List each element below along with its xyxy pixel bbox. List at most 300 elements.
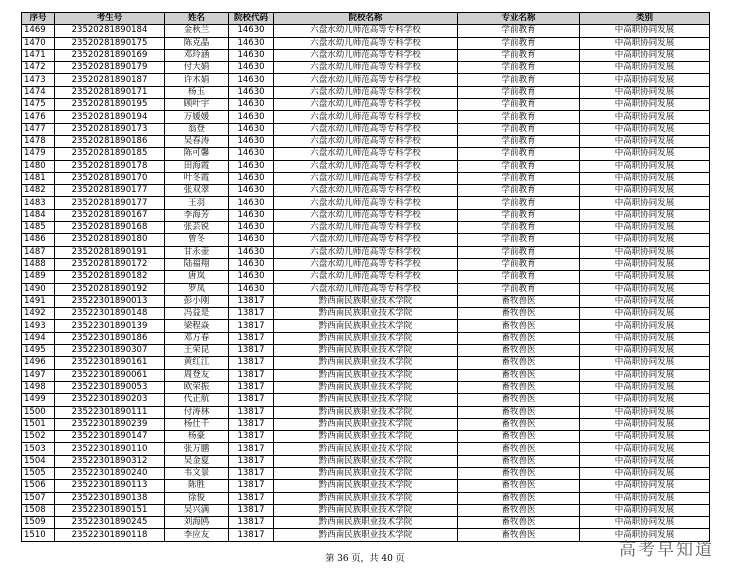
cell-school-name: 六盘水幼儿师范高等专科学校: [274, 160, 458, 172]
cell-school-name: 六盘水幼儿师范高等专科学校: [274, 258, 458, 270]
cell-name: 陈胜: [165, 480, 229, 492]
cell-seq: 1498: [22, 381, 55, 393]
table-body: [22, 25, 710, 541]
cell-exam-id: 23520281890169: [55, 49, 165, 61]
cell-name: 甘永壶: [165, 246, 229, 258]
cell-category: 中高职协同发展: [580, 517, 710, 529]
cell-name: 杨豪: [165, 431, 229, 443]
header-exam-id: 考生号: [55, 13, 165, 25]
table-row: [22, 455, 710, 467]
cell-category: 中高职协同发展: [580, 160, 710, 172]
table-row: [22, 197, 710, 209]
table-row: [22, 480, 710, 492]
cell-name: 罗凤: [165, 283, 229, 295]
cell-school-name: 黔西南民族职业技术学院: [274, 332, 458, 344]
cell-major: 学前教育: [458, 197, 580, 209]
cell-school-name: 六盘水幼儿师范高等专科学校: [274, 37, 458, 49]
table-row: [22, 406, 710, 418]
cell-exam-id: 23520281890180: [55, 234, 165, 246]
cell-category: 中高职协同发展: [580, 123, 710, 135]
cell-major: 学前教育: [458, 258, 580, 270]
cell-name: 杨玉: [165, 86, 229, 98]
cell-name: 彭小刚: [165, 295, 229, 307]
cell-school-name: 六盘水幼儿师范高等专科学校: [274, 99, 458, 111]
cell-exam-id: 23520281890171: [55, 86, 165, 98]
cell-school-name: 六盘水幼儿师范高等专科学校: [274, 74, 458, 86]
cell-seq: 1472: [22, 62, 55, 74]
cell-name: 黄红江: [165, 357, 229, 369]
cell-exam-id: 23522301890139: [55, 320, 165, 332]
cell-exam-id: 23520281890172: [55, 258, 165, 270]
cell-name: 田海霞: [165, 160, 229, 172]
header-school-code: 院校代码: [229, 13, 274, 25]
cell-exam-id: 23522301890203: [55, 394, 165, 406]
cell-name: 唐岚: [165, 271, 229, 283]
cell-school-code: 13817: [229, 345, 274, 357]
cell-school-code: 14630: [229, 160, 274, 172]
cell-name: 翁登: [165, 123, 229, 135]
cell-school-code: 14630: [229, 49, 274, 61]
cell-name: 万媛媛: [165, 111, 229, 123]
cell-exam-id: 23520281890191: [55, 246, 165, 258]
cell-school-code: 13817: [229, 332, 274, 344]
cell-major: 畜牧兽医: [458, 369, 580, 381]
table-row: [22, 517, 710, 529]
cell-seq: 1474: [22, 86, 55, 98]
cell-school-code: 14630: [229, 99, 274, 111]
cell-major: 畜牧兽医: [458, 480, 580, 492]
table-row: [22, 271, 710, 283]
table-row: [22, 308, 710, 320]
cell-major: 畜牧兽医: [458, 517, 580, 529]
table-row: [22, 74, 710, 86]
cell-category: 中高职协同发展: [580, 320, 710, 332]
cell-school-code: 14630: [229, 197, 274, 209]
cell-school-name: 六盘水幼儿师范高等专科学校: [274, 271, 458, 283]
cell-school-code: 13817: [229, 381, 274, 393]
cell-school-code: 14630: [229, 185, 274, 197]
cell-category: 中高职协同发展: [580, 148, 710, 160]
cell-category: 中高职协同发展: [580, 197, 710, 209]
cell-exam-id: 23522301890161: [55, 357, 165, 369]
cell-seq: 1503: [22, 443, 55, 455]
cell-school-name: 黔西南民族职业技术学院: [274, 357, 458, 369]
cell-major: 学前教育: [458, 148, 580, 160]
cell-name: 许木娟: [165, 74, 229, 86]
cell-seq: 1470: [22, 37, 55, 49]
cell-seq: 1488: [22, 258, 55, 270]
cell-school-code: 13817: [229, 320, 274, 332]
cell-school-code: 13817: [229, 431, 274, 443]
cell-school-code: 13817: [229, 418, 274, 430]
cell-school-code: 14630: [229, 271, 274, 283]
cell-category: 中高职协同发展: [580, 135, 710, 147]
cell-seq: 1491: [22, 295, 55, 307]
cell-name: 张双翠: [165, 185, 229, 197]
cell-school-name: 六盘水幼儿师范高等专科学校: [274, 185, 458, 197]
cell-major: 学前教育: [458, 246, 580, 258]
table-row: [22, 148, 710, 160]
cell-school-name: 六盘水幼儿师范高等专科学校: [274, 49, 458, 61]
cell-major: 畜牧兽医: [458, 406, 580, 418]
cell-school-name: 六盘水幼儿师范高等专科学校: [274, 148, 458, 160]
cell-name: 徐俊: [165, 492, 229, 504]
cell-name: 吴春涛: [165, 135, 229, 147]
cell-seq: 1496: [22, 357, 55, 369]
cell-exam-id: 23520281890184: [55, 25, 165, 37]
table-row: [22, 160, 710, 172]
cell-major: 学前教育: [458, 49, 580, 61]
cell-category: 中高职协同发展: [580, 504, 710, 516]
cell-category: 中高职协同发展: [580, 406, 710, 418]
cell-school-name: 黔西南民族职业技术学院: [274, 418, 458, 430]
cell-seq: 1469: [22, 25, 55, 37]
cell-category: 中高职协同发展: [580, 246, 710, 258]
table-row: [22, 504, 710, 516]
cell-school-name: 六盘水幼儿师范高等专科学校: [274, 283, 458, 295]
cell-major: 畜牧兽医: [458, 431, 580, 443]
cell-seq: 1471: [22, 49, 55, 61]
cell-name: 吴金夏: [165, 455, 229, 467]
table-row: [22, 49, 710, 61]
cell-category: 中高职协同发展: [580, 345, 710, 357]
cell-seq: 1505: [22, 467, 55, 479]
cell-major: 畜牧兽医: [458, 332, 580, 344]
cell-seq: 1493: [22, 320, 55, 332]
cell-school-name: 黔西南民族职业技术学院: [274, 308, 458, 320]
table-row: [22, 529, 710, 541]
cell-exam-id: 23520281890194: [55, 111, 165, 123]
table-row: [22, 209, 710, 221]
cell-major: 学前教育: [458, 172, 580, 184]
cell-exam-id: 23522301890151: [55, 504, 165, 516]
cell-exam-id: 23520281890167: [55, 209, 165, 221]
cell-school-name: 六盘水幼儿师范高等专科学校: [274, 222, 458, 234]
cell-school-name: 黔西南民族职业技术学院: [274, 492, 458, 504]
cell-major: 畜牧兽医: [458, 381, 580, 393]
cell-name: 金秋兰: [165, 25, 229, 37]
table-row: [22, 37, 710, 49]
cell-exam-id: 23522301890118: [55, 529, 165, 541]
cell-school-code: 14630: [229, 37, 274, 49]
cell-exam-id: 23520281890175: [55, 37, 165, 49]
cell-major: 畜牧兽医: [458, 443, 580, 455]
cell-exam-id: 23520281890185: [55, 148, 165, 160]
cell-school-code: 14630: [229, 111, 274, 123]
cell-exam-id: 23522301890239: [55, 418, 165, 430]
header-row: [22, 13, 710, 25]
cell-seq: 1475: [22, 99, 55, 111]
cell-exam-id: 23520281890173: [55, 123, 165, 135]
cell-school-code: 13817: [229, 467, 274, 479]
cell-name: 陆福翔: [165, 258, 229, 270]
cell-school-name: 黔西南民族职业技术学院: [274, 394, 458, 406]
cell-school-name: 黔西南民族职业技术学院: [274, 406, 458, 418]
table-row: [22, 123, 710, 135]
cell-category: 中高职协同发展: [580, 86, 710, 98]
cell-school-code: 14630: [229, 25, 274, 37]
cell-seq: 1499: [22, 394, 55, 406]
cell-category: 中高职协同发展: [580, 271, 710, 283]
cell-seq: 1481: [22, 172, 55, 184]
cell-major: 畜牧兽医: [458, 295, 580, 307]
cell-category: 中高职协同发展: [580, 357, 710, 369]
cell-exam-id: 23520281890178: [55, 160, 165, 172]
cell-school-code: 13817: [229, 480, 274, 492]
cell-category: 中高职协同发展: [580, 529, 710, 541]
cell-name: 冯益是: [165, 308, 229, 320]
table-row: [22, 185, 710, 197]
table-row: [22, 172, 710, 184]
cell-school-name: 六盘水幼儿师范高等专科学校: [274, 86, 458, 98]
cell-name: 代正航: [165, 394, 229, 406]
header-school-name: 院校名称: [274, 13, 458, 25]
cell-category: 中高职协同发展: [580, 308, 710, 320]
table-row: [22, 246, 710, 258]
cell-school-name: 黔西南民族职业技术学院: [274, 504, 458, 516]
cell-category: 中高职协同发展: [580, 381, 710, 393]
cell-major: 畜牧兽医: [458, 308, 580, 320]
cell-name: 邓万春: [165, 332, 229, 344]
table-row: [22, 357, 710, 369]
cell-major: 学前教育: [458, 99, 580, 111]
cell-category: 中高职协同发展: [580, 332, 710, 344]
cell-seq: 1490: [22, 283, 55, 295]
cell-school-code: 13817: [229, 295, 274, 307]
cell-name: 付大娟: [165, 62, 229, 74]
cell-exam-id: 23520281890168: [55, 222, 165, 234]
cell-seq: 1489: [22, 271, 55, 283]
cell-school-name: 黔西南民族职业技术学院: [274, 369, 458, 381]
cell-seq: 1484: [22, 209, 55, 221]
cell-seq: 1495: [22, 345, 55, 357]
cell-major: 学前教育: [458, 25, 580, 37]
cell-school-code: 14630: [229, 234, 274, 246]
cell-category: 中高职协同发展: [580, 467, 710, 479]
cell-school-name: 六盘水幼儿师范高等专科学校: [274, 135, 458, 147]
table-row: [22, 111, 710, 123]
cell-major: 畜牧兽医: [458, 504, 580, 516]
cell-seq: 1507: [22, 492, 55, 504]
cell-category: 中高职协同发展: [580, 394, 710, 406]
admission-table: [21, 12, 710, 542]
cell-category: 中高职协同发展: [580, 418, 710, 430]
cell-major: 学前教育: [458, 37, 580, 49]
table-row: [22, 394, 710, 406]
cell-school-code: 14630: [229, 123, 274, 135]
cell-category: 中高职协同发展: [580, 431, 710, 443]
cell-exam-id: 23522301890061: [55, 369, 165, 381]
table-row: [22, 345, 710, 357]
cell-exam-id: 23522301890245: [55, 517, 165, 529]
cell-major: 畜牧兽医: [458, 345, 580, 357]
cell-major: 学前教育: [458, 209, 580, 221]
cell-exam-id: 23522301890186: [55, 332, 165, 344]
cell-category: 中高职协同发展: [580, 258, 710, 270]
cell-school-code: 13817: [229, 357, 274, 369]
cell-category: 中高职协同发展: [580, 209, 710, 221]
table-row: [22, 25, 710, 37]
cell-school-name: 六盘水幼儿师范高等专科学校: [274, 209, 458, 221]
cell-school-code: 14630: [229, 86, 274, 98]
cell-name: 顾叶宇: [165, 99, 229, 111]
cell-school-code: 14630: [229, 222, 274, 234]
cell-school-name: 黔西南民族职业技术学院: [274, 517, 458, 529]
cell-major: 学前教育: [458, 86, 580, 98]
cell-category: 中高职协同发展: [580, 37, 710, 49]
cell-exam-id: 23522301890110: [55, 443, 165, 455]
cell-seq: 1492: [22, 308, 55, 320]
cell-seq: 1480: [22, 160, 55, 172]
cell-school-code: 13817: [229, 504, 274, 516]
cell-name: 张芸锐: [165, 222, 229, 234]
table-row: [22, 99, 710, 111]
cell-seq: 1504: [22, 455, 55, 467]
cell-school-name: 黔西南民族职业技术学院: [274, 345, 458, 357]
cell-school-code: 13817: [229, 492, 274, 504]
cell-school-code: 13817: [229, 406, 274, 418]
cell-school-code: 14630: [229, 172, 274, 184]
table-row: [22, 431, 710, 443]
table-row: [22, 258, 710, 270]
cell-category: 中高职协同发展: [580, 492, 710, 504]
cell-exam-id: 23520281890182: [55, 271, 165, 283]
cell-name: 邓玲涵: [165, 49, 229, 61]
cell-school-code: 14630: [229, 62, 274, 74]
cell-category: 中高职协同发展: [580, 74, 710, 86]
cell-school-code: 14630: [229, 74, 274, 86]
cell-seq: 1485: [22, 222, 55, 234]
cell-seq: 1510: [22, 529, 55, 541]
cell-name: 叶冬霞: [165, 172, 229, 184]
cell-category: 中高职协同发展: [580, 369, 710, 381]
cell-major: 畜牧兽医: [458, 492, 580, 504]
cell-seq: 1500: [22, 406, 55, 418]
cell-school-code: 13817: [229, 443, 274, 455]
table-row: [22, 381, 710, 393]
cell-exam-id: 23522301890147: [55, 431, 165, 443]
cell-name: 李应友: [165, 529, 229, 541]
cell-name: 周登友: [165, 369, 229, 381]
cell-major: 畜牧兽医: [458, 529, 580, 541]
cell-exam-id: 23520281890177: [55, 197, 165, 209]
cell-school-code: 14630: [229, 209, 274, 221]
cell-major: 畜牧兽医: [458, 418, 580, 430]
cell-major: 学前教育: [458, 135, 580, 147]
cell-exam-id: 23522301890148: [55, 308, 165, 320]
cell-school-code: 13817: [229, 529, 274, 541]
cell-major: 学前教育: [458, 160, 580, 172]
cell-name: 王荣昆: [165, 345, 229, 357]
cell-category: 中高职协同发展: [580, 62, 710, 74]
cell-school-name: 六盘水幼儿师范高等专科学校: [274, 246, 458, 258]
cell-major: 学前教育: [458, 185, 580, 197]
cell-school-name: 黔西南民族职业技术学院: [274, 467, 458, 479]
cell-name: 付涛林: [165, 406, 229, 418]
cell-category: 中高职协同发展: [580, 283, 710, 295]
cell-category: 中高职协同发展: [580, 99, 710, 111]
cell-major: 畜牧兽医: [458, 357, 580, 369]
cell-school-name: 六盘水幼儿师范高等专科学校: [274, 62, 458, 74]
cell-exam-id: 23522301890111: [55, 406, 165, 418]
cell-school-name: 黔西南民族职业技术学院: [274, 381, 458, 393]
cell-exam-id: 23522301890053: [55, 381, 165, 393]
cell-seq: 1478: [22, 135, 55, 147]
cell-exam-id: 23522301890307: [55, 345, 165, 357]
cell-school-name: 六盘水幼儿师范高等专科学校: [274, 111, 458, 123]
cell-school-name: 六盘水幼儿师范高等专科学校: [274, 172, 458, 184]
cell-seq: 1509: [22, 517, 55, 529]
cell-school-code: 14630: [229, 135, 274, 147]
header-category: 类别: [580, 13, 710, 25]
cell-name: 陈克晶: [165, 37, 229, 49]
cell-exam-id: 23520281890170: [55, 172, 165, 184]
cell-category: 中高职协同发展: [580, 234, 710, 246]
cell-exam-id: 23520281890177: [55, 185, 165, 197]
admission-list-sheet: [21, 12, 710, 542]
cell-name: 吴兴满: [165, 504, 229, 516]
cell-major: 畜牧兽医: [458, 394, 580, 406]
cell-school-name: 六盘水幼儿师范高等专科学校: [274, 234, 458, 246]
cell-school-name: 黔西南民族职业技术学院: [274, 320, 458, 332]
cell-major: 学前教育: [458, 62, 580, 74]
header-major: 专业名称: [458, 13, 580, 25]
cell-school-name: 六盘水幼儿师范高等专科学校: [274, 197, 458, 209]
cell-school-name: 黔西南民族职业技术学院: [274, 455, 458, 467]
cell-seq: 1486: [22, 234, 55, 246]
table-row: [22, 62, 710, 74]
cell-school-code: 14630: [229, 258, 274, 270]
cell-name: 李海芳: [165, 209, 229, 221]
cell-name: 梁程焱: [165, 320, 229, 332]
cell-major: 学前教育: [458, 222, 580, 234]
cell-seq: 1482: [22, 185, 55, 197]
table-row: [22, 332, 710, 344]
cell-name: 曾冬: [165, 234, 229, 246]
table-row: [22, 467, 710, 479]
cell-category: 中高职协同发展: [580, 185, 710, 197]
cell-seq: 1479: [22, 148, 55, 160]
cell-category: 中高职协同发展: [580, 25, 710, 37]
cell-exam-id: 23520281890192: [55, 283, 165, 295]
table-row: [22, 320, 710, 332]
cell-exam-id: 23522301890013: [55, 295, 165, 307]
cell-category: 中高职协同发展: [580, 455, 710, 467]
watermark-logo: 高考早知道: [619, 540, 714, 560]
table-row: [22, 283, 710, 295]
table-row: [22, 418, 710, 430]
cell-school-name: 六盘水幼儿师范高等专科学校: [274, 123, 458, 135]
cell-exam-id: 23522301890138: [55, 492, 165, 504]
cell-exam-id: 23520281890179: [55, 62, 165, 74]
cell-school-code: 14630: [229, 283, 274, 295]
table-row: [22, 135, 710, 147]
cell-school-name: 黔西南民族职业技术学院: [274, 480, 458, 492]
cell-school-code: 13817: [229, 308, 274, 320]
header-seq: 序号: [22, 13, 55, 25]
header-name: 姓名: [165, 13, 229, 25]
cell-major: 畜牧兽医: [458, 320, 580, 332]
cell-seq: 1502: [22, 431, 55, 443]
cell-major: 学前教育: [458, 111, 580, 123]
table-row: [22, 234, 710, 246]
cell-name: 欧荣振: [165, 381, 229, 393]
cell-seq: 1477: [22, 123, 55, 135]
cell-school-code: 13817: [229, 517, 274, 529]
cell-major: 学前教育: [458, 234, 580, 246]
cell-seq: 1497: [22, 369, 55, 381]
cell-category: 中高职协同发展: [580, 480, 710, 492]
